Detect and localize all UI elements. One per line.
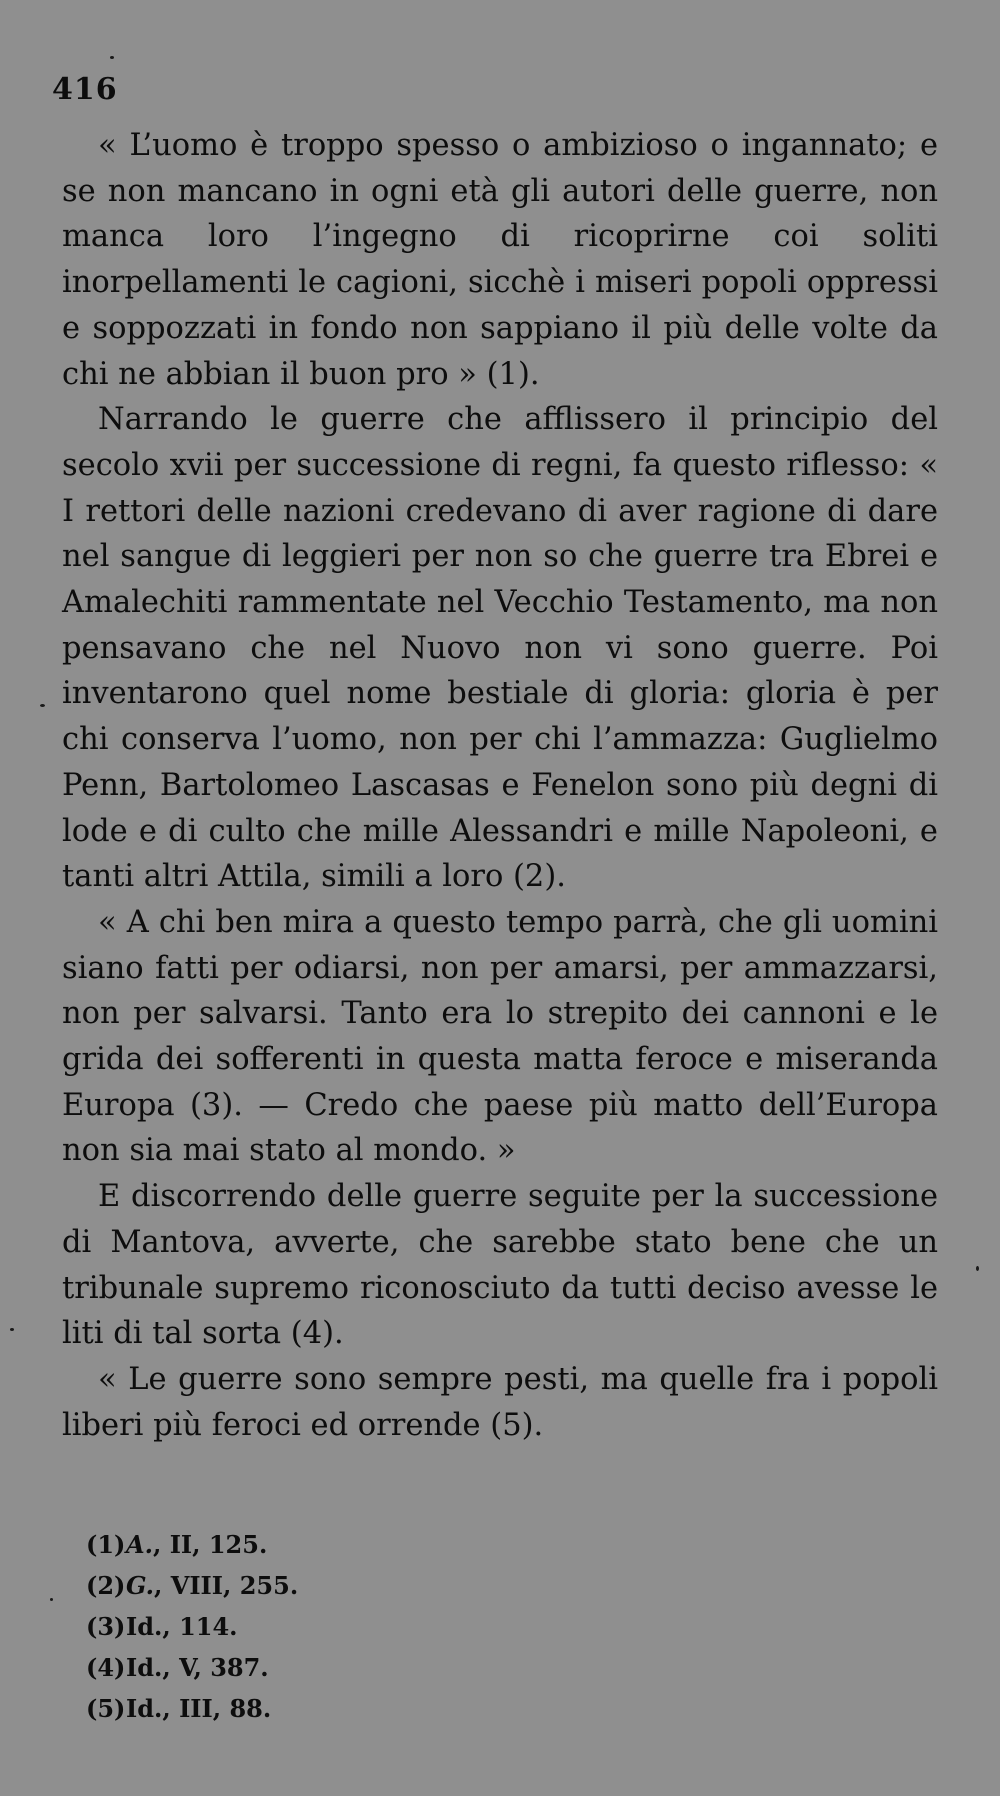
scan-speck [10,1328,14,1331]
footnote-reference: Id., V, 387. [126,1653,269,1682]
scan-speck [110,56,114,59]
paragraph: E discorrendo delle guerre seguite per la successione di Mantova, avverte, che sarebbe stato bene che un tribunale supremo riconosciuto da tutti deciso avesse le liti di tal sorta (4). [62,1179,938,1352]
footnotes [86,1524,298,1729]
footnote-reference: , VIII, 255. [154,1571,299,1600]
footnote-source: A. [126,1530,153,1559]
footnote-number: (3) [86,1612,126,1641]
paragraph: Narrando le guerre che afflissero il principio del secolo xvii per successione di regni, fa questo riflesso: « I rettori delle nazioni credevano di aver ragione di dare nel sangue di leggieri per non so che guerre tra Ebrei e Amalechiti rammentate nel Vecchio Testamento, ma non pensavano che nel Nuovo non vi sono guerre. Poi inventarono quel nome bestiale di gloria: gloria è per chi conserva l’uomo, non per chi l’ammazza: Guglielmo Penn, Bartolomeo Lascasas e Fenelon sono più degni di lode e di culto che mille Alessandri e mille Napoleoni, e tanti altri Attila, simili a loro (2). [62,402,938,895]
paragraph: « A chi ben mira a questo tempo parrà, che gli uomini siano fatti per odiarsi, non per amarsi, per ammazzarsi, non per salvarsi. Tanto era lo strepito dei cannoni e le grida dei sofferenti in questa matta feroce e miseranda Europa (3). — Credo che paese più matto dell’Europa non sia mai stato al mondo. » [62,904,938,1169]
footnote-reference: , II, 125. [152,1530,268,1559]
body-text [62,123,938,1448]
footnote-number: (5) [86,1694,126,1723]
footnote-source: G. [126,1571,154,1600]
footnote-number: (1) [86,1530,126,1559]
page-number: 416 [52,72,118,107]
scan-speck [40,704,45,707]
scan-speck [50,1598,53,1601]
footnote-reference: Id., III, 88. [126,1694,272,1723]
footnote [86,1524,298,1565]
footnote-number: (4) [86,1653,126,1682]
scan-speck [976,1266,979,1271]
footnote-reference: Id., 114. [126,1612,238,1641]
paragraph: « L’uomo è troppo spesso o ambizioso o ingannato; e se non mancano in ogni età gli autori delle guerre, non manca loro l’ingegno di ricoprirne coi soliti inorpellamenti le cagioni, sicchè i miseri popoli oppressi e soppozzati in fondo non sappiano il più delle volte da chi ne abbian il buon pro » (1). [62,128,938,392]
footnote [86,1565,298,1606]
footnote [86,1647,298,1688]
footnote [86,1606,298,1647]
footnote-number: (2) [86,1571,126,1600]
paragraph: « Le guerre sono sempre pesti, ma quelle fra i popoli liberi più feroci ed orrende (5). [62,1361,938,1443]
footnote [86,1688,298,1729]
